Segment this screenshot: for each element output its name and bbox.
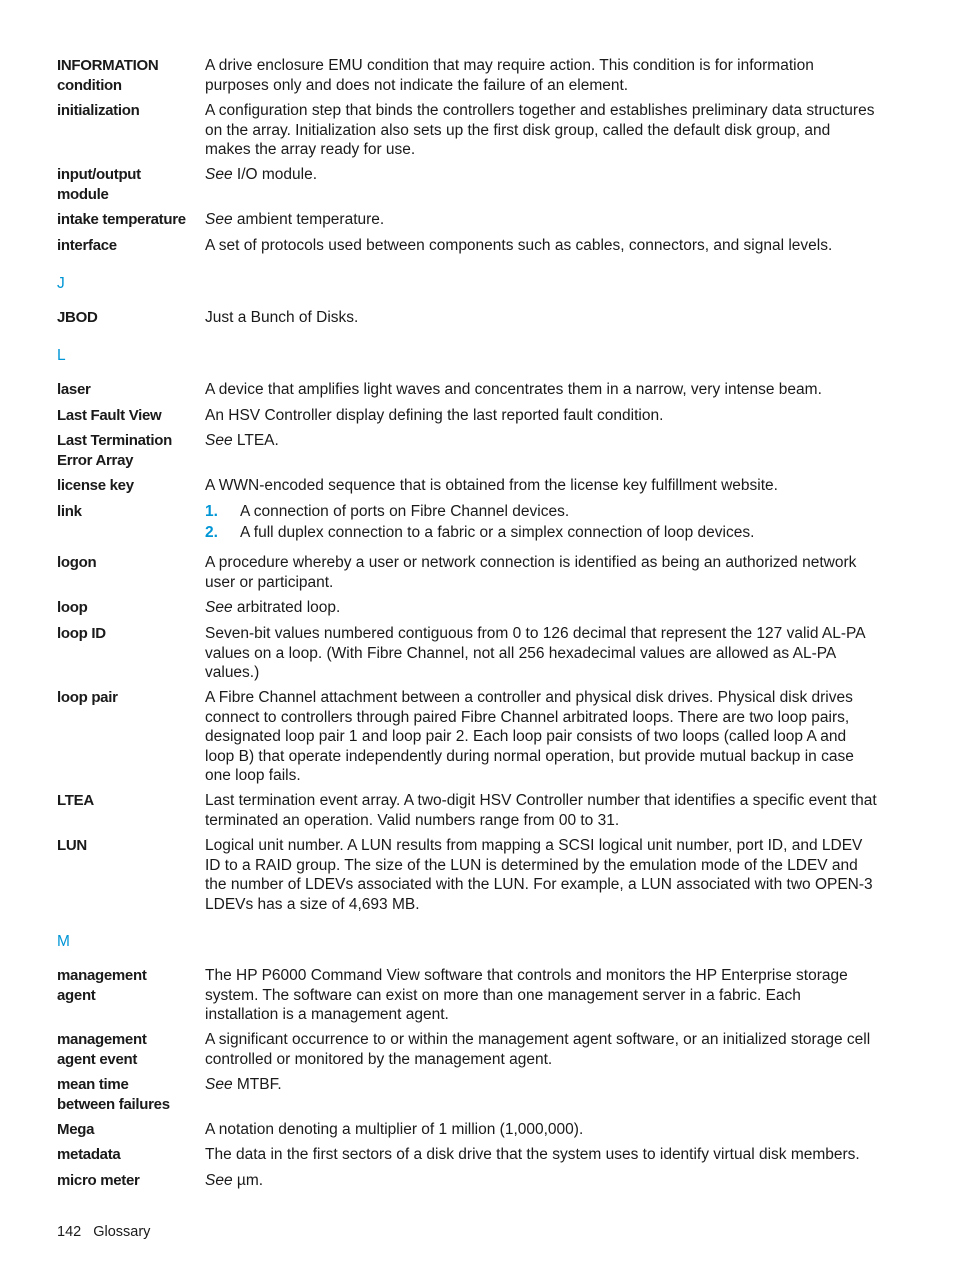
footer-section-title: Glossary bbox=[93, 1224, 151, 1240]
see-label: See bbox=[205, 211, 233, 228]
glossary-term: metadata bbox=[57, 1146, 121, 1163]
glossary-definition bbox=[205, 165, 877, 185]
list-number: 1. bbox=[205, 503, 218, 520]
list-text: A connection of ports on Fibre Channel devices. bbox=[240, 503, 570, 520]
glossary-term: intake temperature bbox=[57, 211, 186, 228]
glossary-term: initialization bbox=[57, 102, 140, 119]
glossary-definition bbox=[205, 1171, 877, 1191]
glossary-term: loop pair bbox=[57, 689, 118, 706]
list-item bbox=[205, 501, 877, 522]
glossary-term: LTEA bbox=[57, 792, 94, 809]
glossary-term: laser bbox=[57, 381, 91, 398]
glossary-definition bbox=[205, 210, 877, 230]
see-target: arbitrated loop. bbox=[232, 599, 341, 616]
glossary-definition: A procedure whereby a user or network connection is identified as being an authorized network user or participant. bbox=[205, 554, 857, 591]
section-letter-j: J bbox=[57, 275, 65, 292]
glossary-definition: An HSV Controller display defining the last reported fault condition. bbox=[205, 407, 664, 424]
see-label: See bbox=[205, 1076, 233, 1093]
glossary-definition: A Fibre Channel attachment between a controller and physical disk drives. Physical disk drives connect to controllers through paired Fibre Channel arbitrated loops. There are two loop pairs, designated loop pair 1 and loop pair 2. Each loop pair consists of two loops (called loop A and loop B) that operate independently during normal operation, but provide mutual backup in case one loop fails. bbox=[205, 689, 854, 784]
glossary-definition bbox=[205, 1075, 877, 1095]
glossary-definition: A drive enclosure EMU condition that may require action. This condition is for information purposes only and does not indicate the failure of an element. bbox=[205, 57, 814, 94]
glossary-term: JBOD bbox=[57, 309, 98, 326]
numbered-list bbox=[205, 501, 877, 543]
glossary-term: loop bbox=[57, 599, 88, 616]
glossary-term: mean time between failures bbox=[57, 1076, 170, 1113]
glossary-term: logon bbox=[57, 554, 97, 571]
glossary-term: Last Termination Error Array bbox=[57, 432, 172, 469]
glossary-term: Mega bbox=[57, 1121, 95, 1138]
glossary-definition: Just a Bunch of Disks. bbox=[205, 309, 359, 326]
glossary-term: LUN bbox=[57, 837, 87, 854]
glossary-definition bbox=[205, 598, 877, 618]
see-target: µm. bbox=[232, 1172, 264, 1189]
see-label: See bbox=[205, 1172, 233, 1189]
glossary-definition bbox=[205, 431, 877, 451]
see-target: MTBF. bbox=[232, 1076, 282, 1093]
see-label: See bbox=[205, 166, 233, 183]
page-footer bbox=[57, 1223, 162, 1242]
section-letter-l: L bbox=[57, 347, 66, 364]
glossary-definition: A set of protocols used between components such as cables, connectors, and signal levels. bbox=[205, 237, 833, 254]
glossary-definition: A device that amplifies light waves and concentrates them in a narrow, very intense beam. bbox=[205, 381, 822, 398]
glossary-term: management agent event bbox=[57, 1031, 147, 1068]
see-label: See bbox=[205, 432, 233, 449]
glossary-definition: A WWN-encoded sequence that is obtained from the license key fulfillment website. bbox=[205, 477, 778, 494]
glossary-term: input/output module bbox=[57, 166, 141, 203]
see-target: I/O module. bbox=[232, 166, 318, 183]
glossary-definition: Last termination event array. A two-digit HSV Controller number that identifies a specific event that terminated an operation. Valid numbers range from 00 to 31. bbox=[205, 792, 877, 829]
see-target: ambient temperature. bbox=[232, 211, 385, 228]
list-number: 2. bbox=[205, 524, 218, 541]
see-label: See bbox=[205, 599, 233, 616]
glossary-term: INFORMATION condition bbox=[57, 57, 159, 94]
glossary-term: license key bbox=[57, 477, 134, 494]
glossary-definition: Logical unit number. A LUN results from mapping a SCSI logical unit number, port ID, and LDEV ID to a RAID group. The size of the LUN is determined by the emulation mode of the LDEV and the number of LDEVs associated with the LUN. For example, a LUN associated with two OPEN-3 LDEVs has a size of 4,693 MB. bbox=[205, 837, 873, 913]
list-text: A full duplex connection to a fabric or a simplex connection of loop devices. bbox=[240, 524, 755, 541]
section-letter-m: M bbox=[57, 933, 70, 950]
glossary-definition: A configuration step that binds the controllers together and establishes preliminary data structures on the array. Initialization also sets up the first disk group, called the default disk group, and makes the array ready for use. bbox=[205, 102, 875, 158]
page-number: 142 bbox=[57, 1224, 82, 1240]
glossary-term: loop ID bbox=[57, 625, 106, 642]
glossary-definition: A notation denoting a multiplier of 1 million (1,000,000). bbox=[205, 1121, 584, 1138]
glossary-definition: A significant occurrence to or within the management agent software, or an initialized storage cell controlled or monitored by the management agent. bbox=[205, 1031, 871, 1068]
glossary-term: Last Fault View bbox=[57, 407, 162, 424]
glossary-definition: The HP P6000 Command View software that controls and monitors the HP Enterprise storage system. The software can exist on more than one management server in a fabric. Each installation is a management agent. bbox=[205, 967, 848, 1023]
list-item bbox=[205, 522, 877, 543]
glossary-definition: The data in the first sectors of a disk drive that the system uses to identify virtual disk members. bbox=[205, 1146, 860, 1163]
glossary-term: link bbox=[57, 503, 82, 520]
glossary-definition: Seven-bit values numbered contiguous from 0 to 126 decimal that represent the 127 valid AL-PA values on a loop. (With Fibre Channel, not all 256 hexadecimal values are allowed as AL-PA values.) bbox=[205, 625, 865, 681]
glossary-term: micro meter bbox=[57, 1172, 140, 1189]
glossary-term: interface bbox=[57, 237, 117, 254]
see-target: LTEA. bbox=[232, 432, 279, 449]
glossary-term: management agent bbox=[57, 967, 147, 1004]
